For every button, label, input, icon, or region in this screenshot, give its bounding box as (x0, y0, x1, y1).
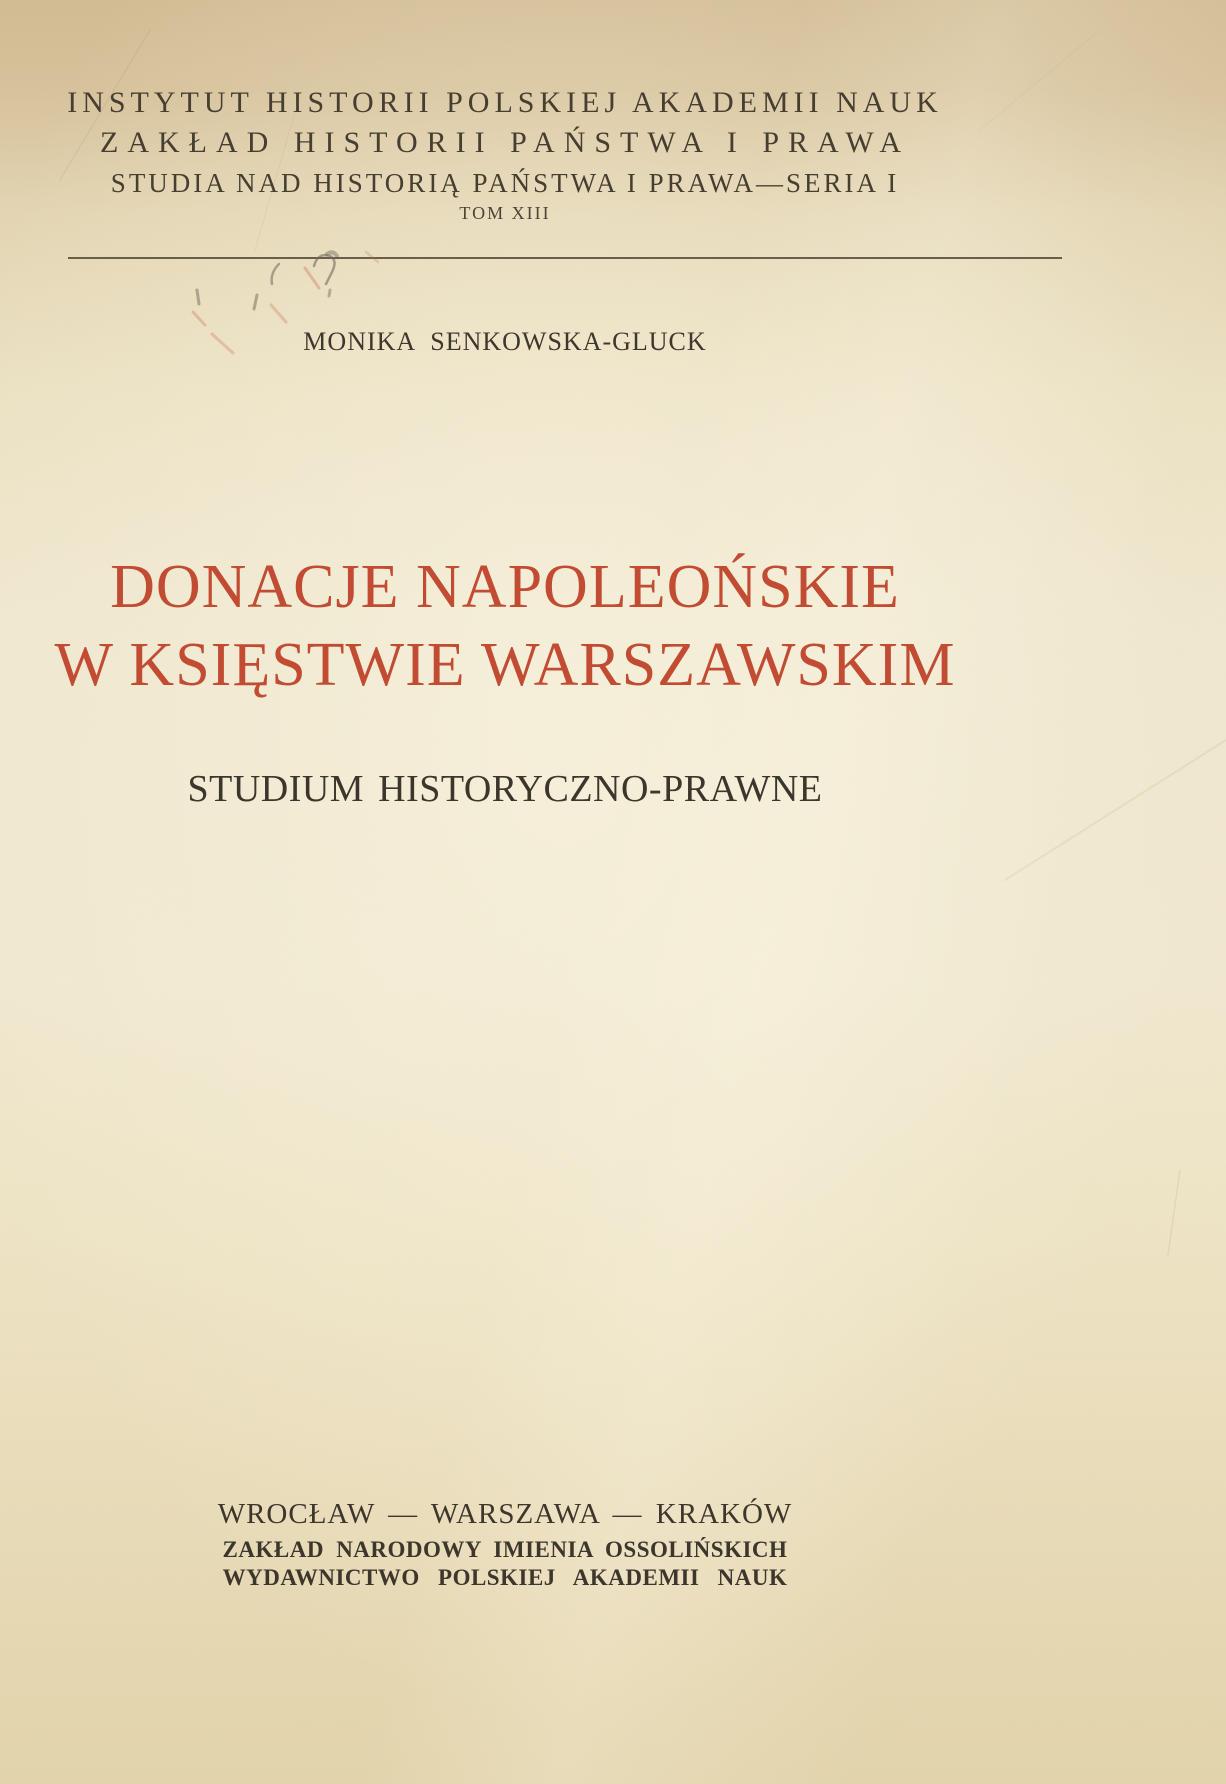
book-title-line-1: DONACJE NAPOLEOŃSKIE (110, 553, 900, 621)
series-title-line: STUDIA NAD HISTORIĄ PAŃSTWA I PRAWA—SERIA I (110, 168, 900, 198)
series-department-line: ZAKŁAD HISTORII PAŃSTWA I PRAWA (100, 126, 910, 159)
imprint-publisher-2: WYDAWNICTWO POLSKIEJ AKADEMII NAUK (222, 1565, 788, 1590)
imprint-publisher-1: ZAKŁAD NARODOWY IMIENIA OSSOLIŃSKICH (222, 1537, 788, 1562)
imprint-cities: WROCŁAW — WARSZAWA — KRAKÓW (217, 1498, 793, 1530)
volume-number: TOM XIII (459, 203, 551, 223)
series-institute-line: INSTYTUT HISTORII POLSKIEJ AKADEMII NAUK (67, 86, 943, 119)
book-title-line-2: W KSIĘSTWIE WARSZAWSKIM (54, 631, 956, 699)
header-divider-rule (68, 257, 1062, 259)
book-subtitle: STUDIUM HISTORYCZNO-PRAWNE (187, 768, 823, 810)
author-name: MONIKA SENKOWSKA-GLUCK (303, 327, 707, 356)
